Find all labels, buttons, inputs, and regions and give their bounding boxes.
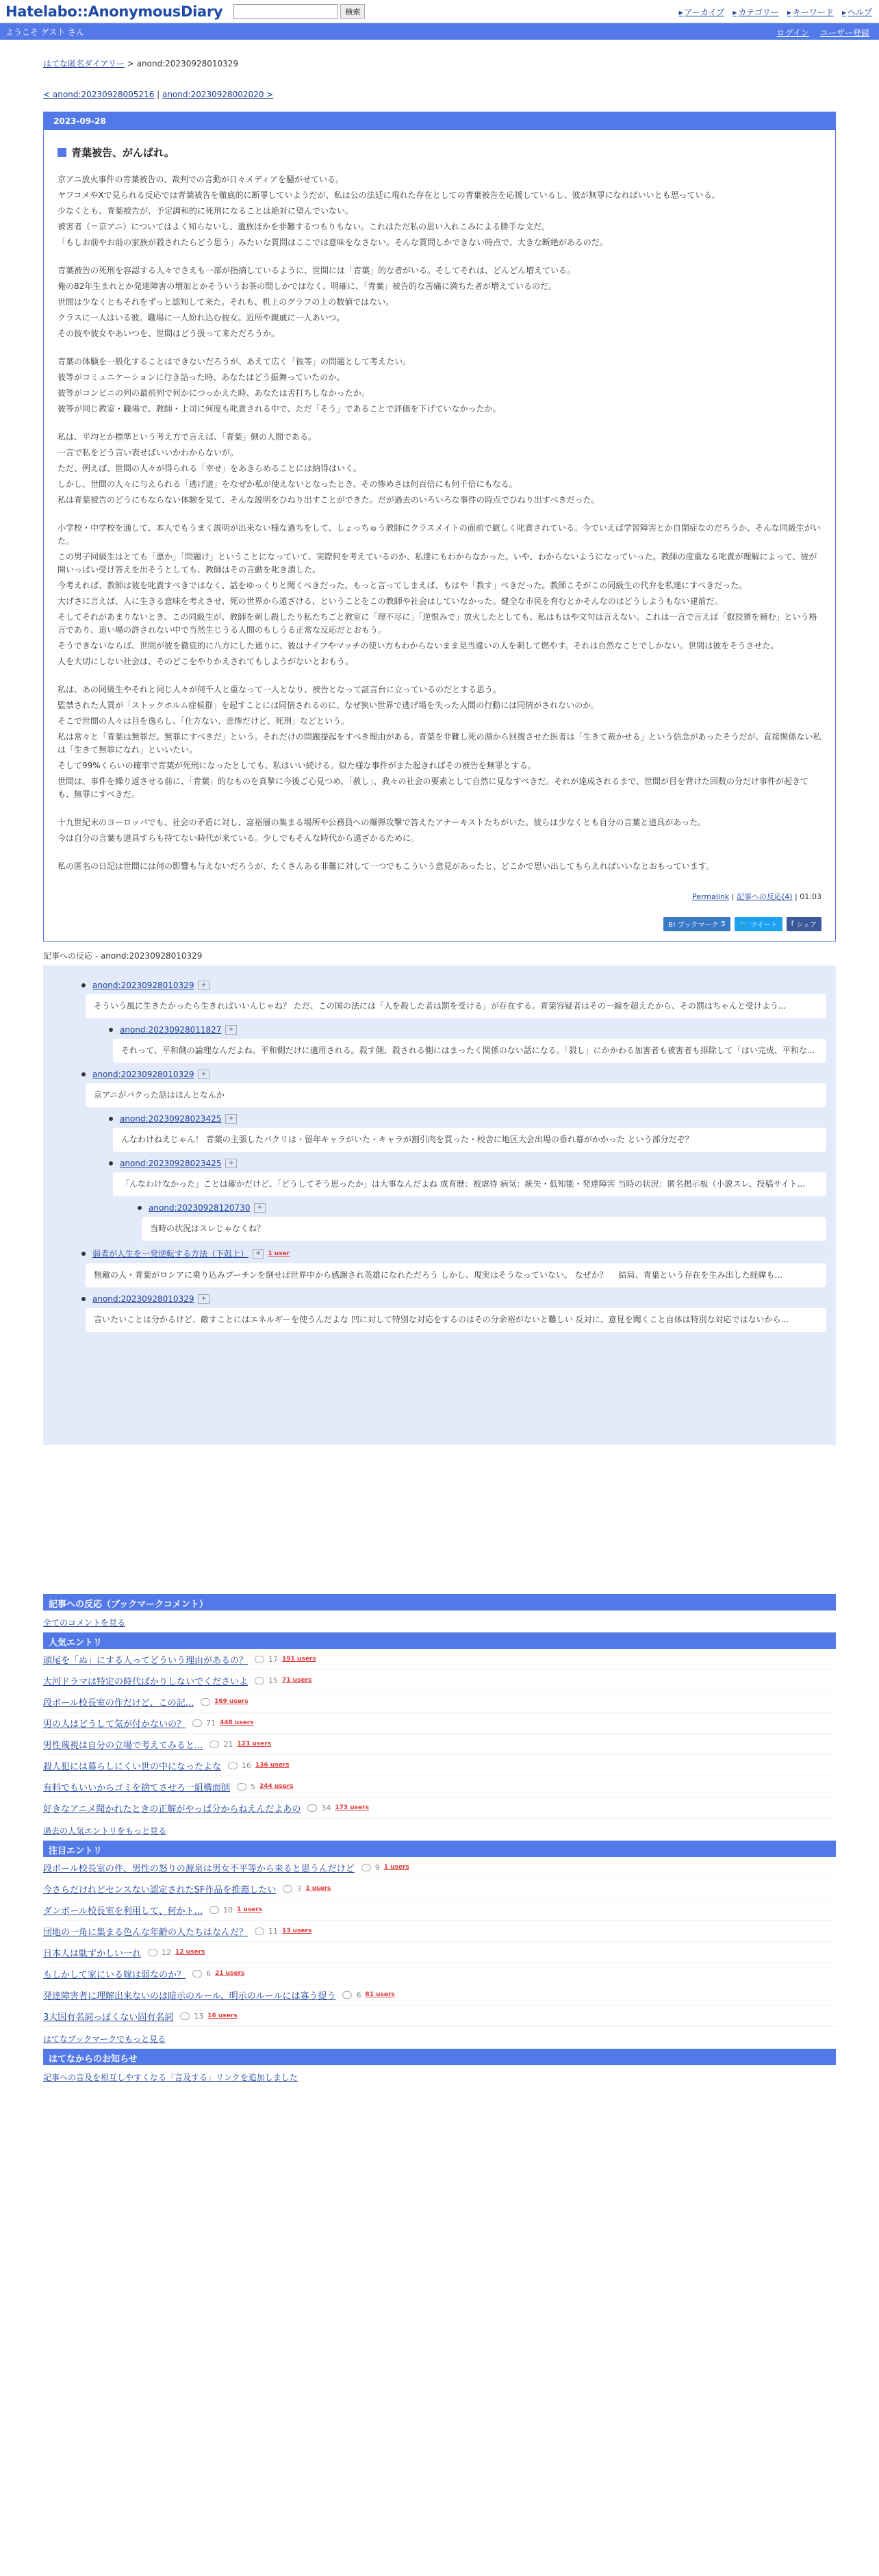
notable-more-link[interactable]: はてなブックマークでもっと見る — [43, 2034, 166, 2044]
bookmark-comments-header: 記事への反応（ブックマークコメント） — [43, 1594, 836, 1611]
welcome-text: ようこそ ゲスト さん — [5, 27, 85, 37]
reaction-item — [81, 1248, 826, 1287]
entry-line: 一言で私をどう言い表せばいいかわからないが。 — [58, 448, 239, 457]
entry-line: 人を大切にしない社会は、そのどこをやりかえされてもしようがないとおもう。 — [58, 657, 354, 666]
entry-line: 青葉の体験を一般化することはできないだろうが、あえて広く「彼等」の問題として考えたい。 — [58, 357, 411, 366]
comment-icon — [255, 1928, 264, 1935]
entry-line: そしてそれがあまりないとき、この同級生が、教師を刺し殺したり私たちごと教室に「理不尽に」「逆恨みで」放火したとしても、私はもはや文句は言えない。これは一言で言えば「叡狡猾を補む」という格言であり、追い場の許されない中で当然生じうる人間のもしうる正常な反応だとおもう。 — [58, 612, 817, 635]
comment-count: 17 — [268, 1654, 279, 1664]
bookmark-users-badge[interactable]: 244 users — [259, 1783, 294, 1790]
comment-icon — [148, 1949, 157, 1956]
reaction-item — [109, 1025, 826, 1063]
entry-line: 世間は少なくともそれをずっと認知して来た。それも、机上のグラフの上の数値ではない。 — [58, 297, 394, 307]
bookmark-users-badge[interactable]: 71 users — [282, 1677, 312, 1684]
register-link[interactable]: ユーザー登録 — [819, 28, 869, 38]
entry-link[interactable]: 有料でもいいからゴミを捨てさせろ一組構面倒 — [43, 1782, 231, 1793]
reaction-excerpt: 京アニがパクった話はほんとなんか — [86, 1083, 826, 1107]
entry-line: 「もしお前やお前の家族が殺されたらどう思う」みたいな質問はここでは意味をなさない。そんな質問しかできない時点で、大きな断絶があるのだ。 — [58, 238, 608, 247]
entry-line: そこで世間の人々は目を逸らし、「仕方ない、悲惨だけど、死刑」などという。 — [58, 716, 350, 726]
entry-line: 今は自分の言葉も道具すらも持てない時代が来ている。少しでもそんな時代から遠ざかるために。 — [58, 833, 420, 843]
notable-entries-header: 注目エントリ — [43, 1841, 836, 1857]
expand-toggle-icon[interactable]: + — [198, 981, 209, 990]
hatena-bookmark-button[interactable] — [663, 917, 730, 931]
comment-count: 15 — [268, 1676, 279, 1685]
reaction-excerpt: そういう風に生きたかったら生きればいいんじゃね？ ただ、この国の法には「人を殺した者は罰を受ける」が存在する。青葉容疑者はその一線を超えたから、その罰はちゃんと受けよう... — [86, 994, 826, 1018]
reaction-header — [138, 1203, 826, 1213]
bookmark-users-badge[interactable]: 1 users — [237, 1906, 263, 1913]
footer-sep-1: | — [731, 892, 737, 901]
entry-paragraph — [58, 173, 821, 249]
bullet-icon — [81, 1072, 86, 1076]
comment-count: 16 — [242, 1760, 252, 1770]
bookmark-users-badge[interactable]: 448 users — [220, 1719, 254, 1726]
breadcrumb — [43, 58, 836, 69]
entry-line: 十九世紀末のヨーロッパでも、社会の矛盾に対し、富裕層の集まる場所や公務員への爆弾攻撃で答えたアナーキストたちがいた。彼らは少なくとも自分の言葉と道具があった。 — [58, 818, 706, 827]
notable-more-row — [43, 2027, 836, 2049]
entry-time: 01:03 — [800, 892, 821, 901]
entry-list-item — [43, 1713, 836, 1734]
comment-count: 13 — [194, 2011, 204, 2021]
reaction-header — [109, 1025, 826, 1035]
spacer — [43, 1445, 836, 1594]
entry-link[interactable]: 男性蔑視は自分の立場で考えてみると... — [43, 1740, 203, 1751]
comment-icon — [255, 1677, 264, 1684]
entry-list-item — [43, 1670, 836, 1691]
entry-line: 大げさに言えば、人に生きる意味を考えさせ、死の世界から遠ざける、ということをこの教師や社会はしていなかった。健全な市民を育むとかそんなのはどうしようもない建前だ。 — [58, 596, 723, 606]
entry-line: 私は、平均とか標準という考え方で言えば、「青葉」側の人間である。 — [58, 432, 317, 442]
entry-link[interactable]: 頭尾を「ぬ」にする人ってどういう理由があるの？ — [43, 1655, 249, 1666]
entry-line: ヤフコメやXで見られる反応では青葉被告を徹底的に断罪していようだが、私は公の法廷に現れた存在としての青葉被告を応援しているし、彼が無罪になればいいとも思っている。 — [58, 190, 720, 200]
notice-header: はてなからのお知らせ — [43, 2049, 836, 2065]
bullet-icon — [81, 1297, 86, 1301]
comment-icon — [307, 1804, 317, 1812]
reaction-link[interactable]: anond:20230928010329 — [92, 981, 194, 990]
nav-keyword-link[interactable]: ▸ キーワード — [787, 6, 834, 18]
entry-link[interactable]: もしかして家にいる嫁は弱なのか？ — [43, 1969, 186, 1980]
comment-count: 21 — [223, 1739, 233, 1749]
entry-line: 彼等がコミュニケーションに行き詰った時、あなたはどう振舞っていたのか。 — [58, 372, 345, 382]
expand-toggle-icon[interactable]: + — [225, 1025, 236, 1035]
popular-entries-header: 人気エントリ — [43, 1632, 836, 1649]
reaction-header — [81, 1294, 826, 1304]
entry-list-item — [43, 1691, 836, 1713]
entry-paragraph — [58, 264, 821, 340]
reaction-item — [81, 981, 826, 1018]
comment-icon — [237, 1783, 246, 1791]
entry-line: 京アニ放火事件の青葉被告の、裁判での言動が日々メディアを騒がせている。 — [58, 175, 344, 184]
popular-more-row — [43, 1819, 836, 1841]
tweet-label: ツイート — [750, 922, 778, 929]
expand-toggle-icon[interactable]: + — [254, 1203, 265, 1213]
entry-link[interactable]: 団地の一角に集まる色んな年齢の人たちはなんだ？ — [43, 1927, 249, 1938]
nav-help-link[interactable]: ▸ ヘルプ — [842, 6, 872, 18]
next-entry-link[interactable]: anond:20230928002020 — [162, 90, 264, 99]
entry-title-text: 青葉被告、がんばれ。 — [71, 147, 175, 159]
reaction-excerpt: んなわけねえじゃん！ 青葉の主張したパクリは・留年キャラがいた・キャラが割引肉を買った・校舎に地区大会出場の垂れ幕がかかった という部分だぞ？ — [113, 1128, 826, 1152]
entry-paragraph — [58, 431, 821, 507]
reaction-item — [81, 1294, 826, 1332]
bookmark-users-badge[interactable]: 123 users — [237, 1741, 271, 1747]
bookmark-users-badge[interactable]: 169 users — [214, 1698, 249, 1705]
entry-list-item — [43, 1942, 836, 1963]
entry-paragraph — [58, 522, 821, 668]
notice-row — [43, 2065, 836, 2087]
entry-line: 少なくとも、青葉被告が、予定調和的に死刑になることは絶対に望んでいない。 — [58, 206, 354, 216]
entry-line: 私は青葉被告のどうにもならない体験を見て、そんな説明をひねり出すことができた。だが過去のいろいろな事件の時点でひねり出すべきだった。 — [58, 495, 600, 505]
bookmark-users-badge[interactable]: 173 users — [335, 1804, 369, 1811]
bookmark-users-badge[interactable]: 191 users — [282, 1656, 316, 1663]
entry-line: 青葉被告の死刑を容認する人々でさえも一部が指摘しているように、世間には「青葉」的な者がいる。そしてそれは、どんどん増えている。 — [58, 266, 576, 275]
comment-count: 5 — [251, 1782, 256, 1791]
entry-list-item — [43, 1878, 836, 1899]
comment-icon — [209, 1741, 219, 1748]
entry-link[interactable]: 日本人は駄ずかしい一れ — [43, 1948, 142, 1959]
bookmark-users-badge[interactable]: 1 user — [268, 1250, 290, 1257]
comment-icon — [361, 1864, 371, 1871]
expand-toggle-icon[interactable]: + — [198, 1294, 209, 1304]
comment-icon — [192, 1970, 202, 1978]
entry-line: その彼や彼女やあいつを、世間はどう扱って来ただろうか。 — [58, 329, 280, 338]
entry-line: 被害者（＝京アニ）についてはよく知らないし、遺族ほかを非難するつもりもない。これはただ私の思い入れこみによる勝手な文だ。 — [58, 222, 550, 231]
all-comments-row — [43, 1611, 836, 1632]
bookmark-users-badge[interactable]: 1 users — [305, 1885, 331, 1892]
pager-open: < — [43, 90, 53, 99]
comment-icon — [228, 1762, 238, 1769]
reaction-link[interactable]: anond:20230928011827 — [120, 1025, 222, 1035]
reaction-header — [109, 1114, 826, 1124]
site-logo[interactable]: Hatelabo::AnonymousDiary — [5, 3, 223, 20]
entry-paragraph — [58, 816, 821, 845]
reaction-header — [81, 1070, 826, 1079]
tweet-button[interactable] — [735, 917, 782, 931]
bullet-icon — [109, 1161, 113, 1165]
footer-sep-2: | — [795, 892, 800, 901]
top-nav-links — [679, 6, 872, 18]
bookmark-users-badge[interactable]: 1 users — [383, 1864, 409, 1871]
bookmark-users-badge[interactable]: 12 users — [175, 1949, 205, 1956]
entry-text — [58, 173, 821, 873]
comment-count: 6 — [206, 1969, 212, 1978]
pager-close: > — [264, 90, 274, 99]
bullet-icon — [81, 1252, 86, 1256]
entry-list-item — [43, 1984, 836, 2006]
entry-link[interactable]: 殺人犯には暮らしにくい世の中になったよな — [43, 1761, 222, 1772]
popular-more-link[interactable]: 過去の人気エントリをもっと見る — [43, 1826, 167, 1836]
entry-line: 彼等がコンビニの列の最前列で何かにつっかえた時、あなたは舌打ちしなかったか。 — [58, 388, 370, 398]
entry-line: ただ、例えば、世間の人々が得られる「幸せ」をあきらめることには納得はいく。 — [58, 464, 361, 473]
comment-icon — [192, 1719, 202, 1727]
bullet-icon — [109, 1117, 113, 1121]
reaction-item — [81, 1070, 826, 1107]
comment-icon — [255, 1656, 264, 1663]
entry-link[interactable]: 大河ドラマは特定の時代ばかりしないでくださいよ — [43, 1676, 249, 1687]
comment-count: 10 — [223, 1905, 233, 1915]
entry-list-item — [43, 1776, 836, 1797]
entry-line: 私の匿名の日記は世間には何の影響も与えないだろうが、たくさんある非難に対して一つでもこういう意見があったと、どこかで思い出してもらえればいいなとおもっています。 — [58, 861, 714, 871]
reaction-header — [81, 981, 826, 990]
reactions-count-link[interactable]: 記事への反応(4) — [737, 892, 793, 901]
reaction-item — [109, 1114, 826, 1152]
entry-list-item — [43, 1857, 836, 1878]
reaction-item — [109, 1159, 826, 1196]
bookmark-label: B! ブックマーク — [667, 922, 719, 929]
reaction-link[interactable]: anond:20230928023425 — [120, 1114, 222, 1124]
bookmark-users-badge[interactable]: 13 users — [282, 1928, 312, 1934]
entry-link[interactable]: 発達障害者に理解出来ないのは暗示のルール、明示のルールには寡う捉う — [43, 1991, 336, 2002]
prev-entry-link[interactable]: anond:20230928005216 — [52, 90, 155, 99]
notable-entries-list — [43, 1857, 836, 2027]
login-link[interactable]: ログイン — [776, 28, 809, 38]
entry-line: 俺の82年生まれとか発達障害の増加とかそういうお茶の間しかではなく、明確に、「青葉」被告的な苦痛に満ちた者が増えているのだ。 — [58, 281, 557, 291]
reaction-link[interactable]: 弱者が人生を一発逆転する方法（下剋上） — [92, 1249, 249, 1259]
entry-title[interactable] — [58, 145, 821, 160]
comment-count: 71 — [206, 1718, 216, 1728]
bullet-icon — [109, 1028, 113, 1032]
main-content — [43, 40, 836, 2087]
facebook-label: シェア — [796, 922, 817, 929]
all-comments-link[interactable]: 全てのコメントを見る — [43, 1618, 126, 1628]
entry-list-item — [43, 1921, 836, 1942]
entry-list-item — [43, 1649, 836, 1670]
entry-pager — [43, 90, 836, 99]
expand-toggle-icon[interactable]: + — [225, 1114, 236, 1124]
entry-line: 私は常々と「青葉は無罪だ。無罪にすべきだ」という。それだけの問題提起をすべき理由がある。青葉を非難し死の淵から回復させた医者は「生きて裁かせる」という信念があったそうだが、直接関係ない私は「生きて無罪になれ」といいたい。 — [58, 732, 821, 755]
entry-body — [44, 130, 835, 941]
comment-count: 9 — [374, 1862, 380, 1872]
entry-line: 彼等が同じ教室・職場で、教師・上司に何度も叱責される中で、ただ「そう」であることで評価を下げていなかったか。 — [58, 404, 501, 414]
entry-link[interactable]: ダンボール校長室を利用して、何かト... — [43, 1906, 203, 1917]
breadcrumb-home-link[interactable]: はてな匿名ダイアリー — [43, 59, 125, 68]
bookmark-users-badge[interactable]: 16 users — [207, 2012, 238, 2019]
entry-line: 私は、あの同級生やそれと同じ人々が何千人と重なって一人となり、被告となって証言台に立っているのだとする思う。 — [58, 685, 502, 694]
reactions-title: 記事への反応 - anond:20230928010329 — [43, 951, 203, 961]
search-input[interactable] — [233, 4, 337, 19]
bookmark-users-badge[interactable]: 136 users — [255, 1762, 290, 1769]
entry-line: 世間は、事件を繰り返させる前に、「青葉」的なものを真摯に今後ご心見つめ、「赦し」、我々の社会の要素として自然に見なすべきだ。それが達成されるまで、世間が目を背けた回数の分だけ事件が起きても、無罪にすべきだ。 — [58, 776, 809, 799]
breadcrumb-current: anond:20230928010329 — [136, 59, 239, 68]
comment-icon — [283, 1885, 292, 1893]
reaction-item — [138, 1203, 826, 1241]
entry-line: そして99%くらいの確率で青葉が死刑になったとしても、私はいい続ける。似た様な事件がまた起きればその被告を無罪とする。 — [58, 761, 536, 770]
expand-toggle-icon[interactable]: + — [225, 1159, 236, 1168]
reaction-excerpt: 言いたいことは分かるけど、敵すことにはエネルギーを使うんだよな 凹に対して特別な対応をするのはその分余裕がないと難しい 反対に、意見を聞くこと自体は特別な対応ではないから... — [86, 1308, 826, 1332]
entry-list-item — [43, 2006, 836, 2027]
reaction-header — [109, 1159, 826, 1168]
reaction-link[interactable]: anond:20230928023425 — [120, 1159, 222, 1168]
comment-icon — [180, 2012, 190, 2020]
entry-list-item — [43, 1899, 836, 1921]
comment-count: 3 — [296, 1884, 302, 1893]
bird-icon: 🐦 — [739, 920, 748, 928]
user-bar — [0, 23, 879, 40]
entry-line: この男子同級生はとても「悪か」「問題け」ということになっていて、実際何を考えているのか、私達にもわからなかった。いや、わからないようになっていった。教師の度重なる叱責が理解によって、彼が開いっぱい受け答えを出そうとしても、教師はその言動を叱き潰した。 — [58, 552, 817, 574]
comment-icon — [342, 1991, 352, 1999]
entry-line: しかし、世間の人々に与えられる「逃げ道」をなぜか私が使えないとなったとき、その惨めさは何百倍にも何千倍にもなる。 — [58, 479, 518, 489]
comment-count: 6 — [356, 1990, 361, 1999]
bookmark-users-badge[interactable]: 21 users — [215, 1970, 245, 1977]
reaction-excerpt: 「んなわけなかった」ことは確かだけど、「どうしてそう思ったか」は大事なんだよね 成育歴：被虐待 病気：統失・低知能・発達障害 当時の状況：匿名掲示板（小説スレ、投稿サイト... — [113, 1172, 826, 1196]
entry-link[interactable]: 好きなアニメ聞かれたときの正解がやっぱ分からねえんだよあの — [43, 1804, 301, 1815]
entry-list-item — [43, 1963, 836, 1984]
expand-toggle-icon[interactable]: + — [198, 1070, 209, 1079]
entry-footer — [58, 891, 821, 902]
diary-entry — [43, 112, 836, 942]
reaction-link[interactable]: anond:20230928120730 — [149, 1203, 251, 1213]
title-square-icon — [58, 148, 66, 157]
reaction-header — [81, 1248, 826, 1259]
comment-icon — [209, 1906, 219, 1914]
comment-count: 34 — [321, 1803, 331, 1813]
reaction-excerpt: 無敵の人・青葉がロシアに乗り込みプーチンを倒せば世界中から感謝され英雄になれただろう しかし、現実はそうなっていない。 なぜか？ 結局、青葉という存在を生み出した経緯も... — [86, 1263, 826, 1287]
reaction-link[interactable]: anond:20230928010329 — [92, 1070, 194, 1079]
pager-divider: | — [154, 90, 162, 99]
bookmark-users-badge[interactable]: 81 users — [365, 1991, 395, 1998]
entry-paragraph — [58, 355, 821, 416]
comment-count: 12 — [162, 1947, 172, 1957]
entry-line: 小学校・中学校を通して、本人でもうまく説明が出来ない様な過ちをして、しょっちゅう教師にクラスメイトの面前で厳しく叱責されている。今でいえば学習障害とか自閉症なのだろうか、そんな同級生がいた。 — [58, 523, 821, 546]
reaction-excerpt: それって、平和側の論理なんだよね。平和側だけに適用される。殺す側、殺される側にはまったく関係のない話になる。「殺し」にかかわる加害者も被害者も排除して「はい完成、平和な... — [113, 1039, 826, 1063]
entry-paragraph — [58, 683, 821, 801]
reaction-excerpt: 当時の状況はスレじゃなくね？ — [142, 1217, 826, 1241]
comment-count: 11 — [268, 1926, 279, 1936]
entry-line: 監禁された人質が「ストックホルム症候群」を起すことには同情されるのに、なぜ狭い世界で逃げ場を失った人間の行動には同情がされないのか。 — [58, 700, 600, 710]
entry-line: クラスに一人はいる彼。職場に一人紛れ込む彼女。近所や親戚に一人あいつ。 — [58, 313, 345, 323]
breadcrumb-separator: > — [124, 59, 137, 68]
entry-link[interactable]: 3大国有名詞っぽくない固有名詞 — [43, 2012, 174, 2023]
share-buttons — [58, 917, 821, 931]
nav-archive-link[interactable]: ▸ アーカイブ — [679, 6, 725, 18]
bookmark-count: 5 — [721, 920, 726, 928]
search-button[interactable]: 検索 — [340, 4, 365, 19]
reaction-link[interactable]: anond:20230928010329 — [92, 1294, 194, 1304]
notice-link[interactable]: 記事への言及を相互しやすくなる「言及する」リンクを追加しました — [43, 2073, 298, 2082]
entry-line: 今考えれば、教師は彼を叱責すべきではなく、話をゆっくりと聞くべきだった。もっと言ってしまえば、もはや「教す」べきだった。教師こそがこの同級生の代弁を私達にすべきだった。 — [58, 581, 748, 590]
entry-link[interactable]: 男の人はどうして気が付かないの？ — [43, 1719, 186, 1730]
facebook-share-button[interactable] — [787, 917, 821, 931]
bullet-icon — [81, 983, 86, 987]
entry-list-item — [43, 1755, 836, 1776]
facebook-icon: f — [791, 920, 794, 928]
top-header — [0, 0, 879, 23]
popular-entries-list — [43, 1649, 836, 1819]
entry-link[interactable]: 今さらだけれどセンスない認定されたSF作品を推薦したい — [43, 1884, 277, 1895]
nav-category-link[interactable]: ▸ カテゴリー — [732, 6, 779, 18]
permalink-link[interactable]: Permalink — [692, 892, 730, 901]
entry-list-item — [43, 1734, 836, 1755]
reactions-tree — [43, 965, 836, 1445]
entry-paragraph — [58, 860, 821, 873]
entry-link[interactable]: 段ボール校長室の件、男性の怒りの源泉は男女不平等から来ると思うんだけど — [43, 1863, 355, 1874]
bullet-icon — [138, 1206, 142, 1210]
expand-toggle-icon[interactable]: + — [253, 1249, 264, 1259]
entry-line: そうできないならば、世間が彼を徹底的に八方にした通りに、彼はナイフやマッチの使い方もわからないまま見当違いの人を刺して燃やす。それは自然なことでしかない。世間は彼をそうさせた。 — [58, 641, 779, 651]
entry-date: 2023-09-28 — [44, 112, 835, 130]
comment-icon — [201, 1698, 210, 1706]
entry-link[interactable]: 段ボール校長室の作だけど、この記... — [43, 1697, 194, 1708]
entry-list-item — [43, 1797, 836, 1819]
